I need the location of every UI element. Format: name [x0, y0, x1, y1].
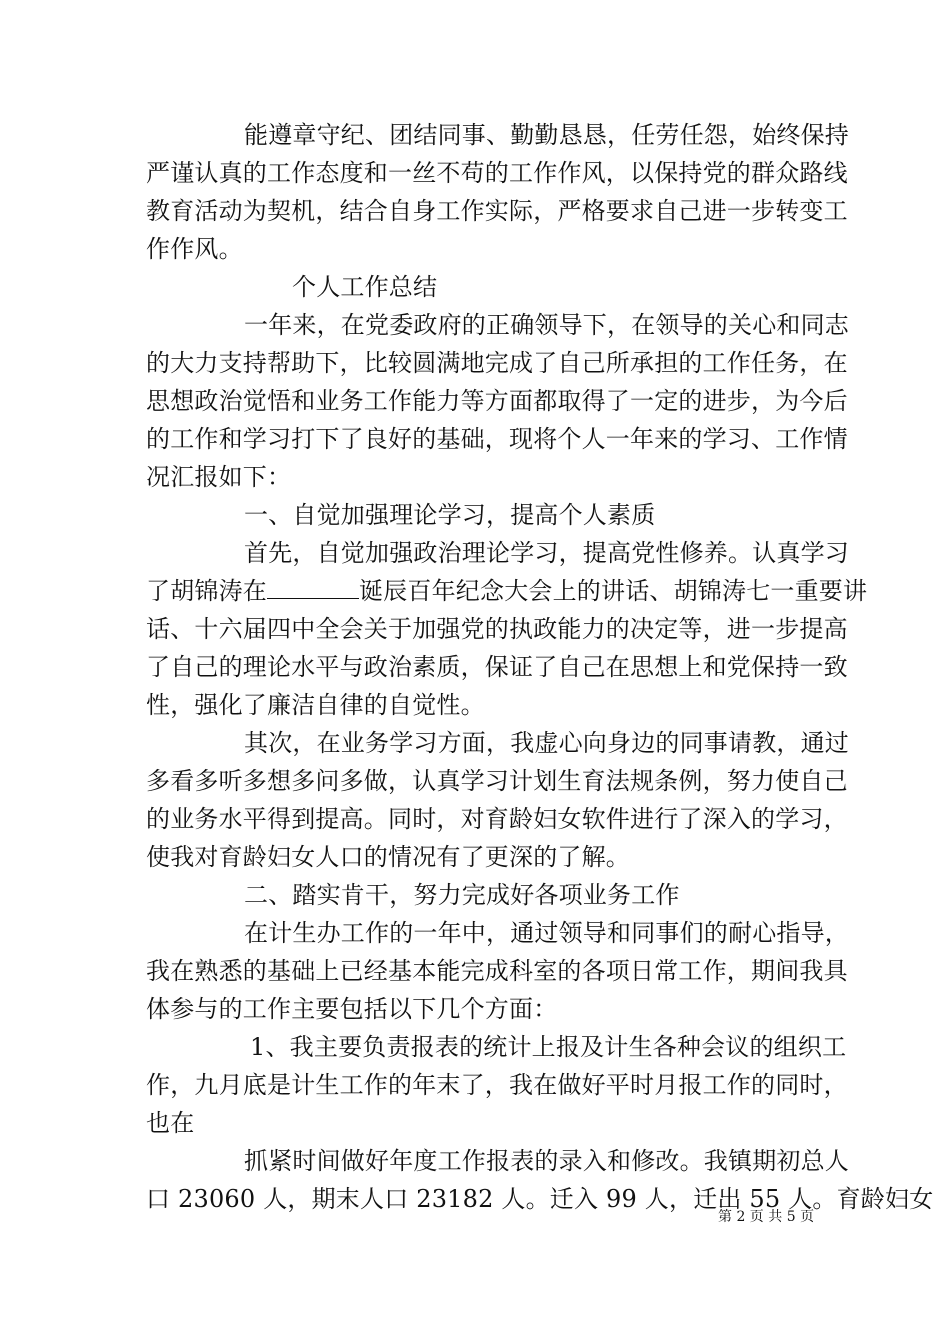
paragraph-line: 教育活动为契机，结合自身工作实际，严格要求自己进一步转变工	[146, 197, 848, 225]
paragraph-line: 体参与的工作主要包括以下几个方面：	[146, 995, 558, 1023]
paragraph-line: 作，九月底是计生工作的年末了，我在做好平时月报工作的同时，	[146, 1071, 848, 1099]
text-before-blank: 了胡锦涛在	[146, 577, 267, 605]
paragraph-line: 能遵章守纪、团结同事、勤勤恳恳，任劳任怨，始终保持	[244, 121, 849, 149]
paragraph-line: 使我对育龄妇女人口的情况有了更深的了解。	[146, 843, 630, 871]
paragraph-line: 我在熟悉的基础上已经基本能完成科室的各项日常工作，期间我具	[146, 957, 848, 985]
paragraph-line: 话、十六届四中全会关于加强党的执政能力的决定等，进一步提高	[146, 615, 848, 643]
page-number-footer: 第 2 页 共 5 页	[718, 1209, 815, 1225]
fill-in-blank	[267, 576, 359, 599]
paragraph-line: 也在	[146, 1109, 195, 1137]
paragraph-line: 一年来，在党委政府的正确领导下，在领导的关心和同志	[244, 311, 849, 339]
paragraph-line: 的业务水平得到提高。同时，对育龄妇女软件进行了深入的学习，	[146, 805, 848, 833]
paragraph-line: 在计生办工作的一年中，通过领导和同事们的耐心指导，	[244, 919, 849, 947]
text-after-blank: 诞辰百年纪念大会上的讲话、胡锦涛七一重要讲	[359, 577, 868, 605]
section-heading: 二、踏实肯干，努力完成好各项业务工作	[244, 881, 680, 909]
paragraph-line: 其次，在业务学习方面，我虚心向身边的同事请教，通过	[244, 729, 849, 757]
paragraph-line: 抓紧时间做好年度工作报表的录入和修改。我镇期初总人	[244, 1147, 849, 1175]
section-title: 个人工作总结	[292, 273, 438, 301]
paragraph-line: 的大力支持帮助下，比较圆满地完成了自己所承担的工作任务，在	[146, 349, 848, 377]
paragraph-line: 思想政治觉悟和业务工作能力等方面都取得了一定的进步，为今后	[146, 387, 848, 415]
paragraph-line: 作作风。	[146, 235, 243, 263]
paragraph-line: 首先，自觉加强政治理论学习，提高党性修养。认真学习	[244, 539, 849, 567]
paragraph-line: 多看多听多想多问多做，认真学习计划生育法规条例，努力使自己	[146, 767, 848, 795]
paragraph-line: 1、我主要负责报表的统计上报及计生各种会议的组织工	[250, 1033, 847, 1061]
section-heading: 一、自觉加强理论学习，提高个人素质	[244, 501, 656, 529]
paragraph-line: 严谨认真的工作态度和一丝不苟的工作作风，以保持党的群众路线	[146, 159, 848, 187]
paragraph-line-with-blank	[146, 576, 867, 606]
paragraph-line: 了自己的理论水平与政治素质，保证了自己在思想上和党保持一致	[146, 653, 848, 681]
paragraph-line: 性，强化了廉洁自律的自觉性。	[146, 691, 485, 719]
paragraph-line: 的工作和学习打下了良好的基础，现将个人一年来的学习、工作情	[146, 425, 848, 453]
paragraph-line: 口 23060 人，期末人口 23182 人。迁入 99 人，迁出 55 人。育龄妇女	[146, 1185, 934, 1213]
paragraph-line: 况汇报如下：	[146, 463, 292, 491]
